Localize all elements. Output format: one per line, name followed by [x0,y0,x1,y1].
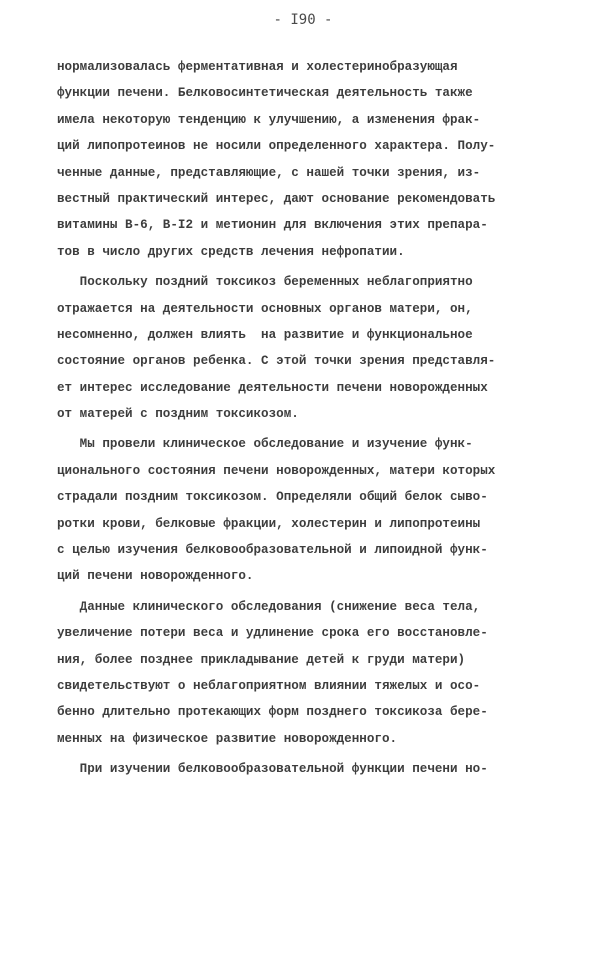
text-line: Поскольку поздний токсикоз беременных неблагоприятно [57,275,473,290]
text-line: ций печени новорожденного. [57,569,254,584]
paragraph-4 [57,594,557,752]
text-line: свидетельствуют о неблагоприятном влиянии тяжелых и осо- [57,678,481,693]
text-line: ционального состояния печени новорожденных, матери которых [57,463,496,478]
text-line: ротки крови, белковые фракции, холестерин и липопротеины [57,516,481,531]
text-line: Данные клинического обследования (снижение веса тела, [57,599,481,614]
text-line: При изучении белковообразовательной функции печени но- [57,762,488,777]
text-line: страдали поздним токсикозом. Определяли общий белок сыво- [57,490,488,505]
text-line: витамины В-6, В-I2 и метионин для включения этих препара- [57,218,488,233]
paragraph-3 [57,431,557,589]
text-line: отражается на деятельности основных органов матери, он, [57,301,473,316]
paragraph-2 [57,269,557,427]
document-body [57,54,557,783]
text-line: функции печени. Белковосинтетическая деятельность также [57,86,473,101]
text-line: менных на физическое развитие новорожденного. [57,731,398,746]
text-line: состояние органов ребенка. С этой точки зрения представля- [57,354,496,369]
text-line: Мы провели клиническое обследование и изучение функ- [57,437,473,452]
text-line: вестный практический интерес, дают основание рекомендовать [57,191,496,206]
text-line: ет интерес исследование деятельности печени новорожденных [57,380,488,395]
text-line: ченные данные, представляющие, с нашей точки зрения, из- [57,165,481,180]
text-line: от матерей с поздним токсикозом. [57,407,299,422]
text-line: увеличение потери веса и удлинение срока его восстановле- [57,626,488,641]
page-number: - I90 - [273,12,333,28]
paragraph-1 [57,54,557,265]
text-line: нормализовалась ферментативная и холестеринобразующая [57,60,458,74]
paragraph-5 [57,756,557,782]
text-line: с целью изучения белковообразовательной и липоидной функ- [57,543,488,558]
text-line: имела некоторую тенденцию к улучшению, а изменения фрак- [57,112,481,127]
text-line: ций липопротеинов не носили определенного характера. Полу- [57,139,496,154]
text-line: ния, более позднее прикладывание детей к груди матери) [57,652,466,667]
text-line: несомненно, должен влиять на развитие и функциональное [57,327,473,342]
text-line: бенно длительно протекающих форм позднего токсикоза бере- [57,705,488,720]
text-line: тов в число других средств лечения нефропатии. [57,244,405,259]
